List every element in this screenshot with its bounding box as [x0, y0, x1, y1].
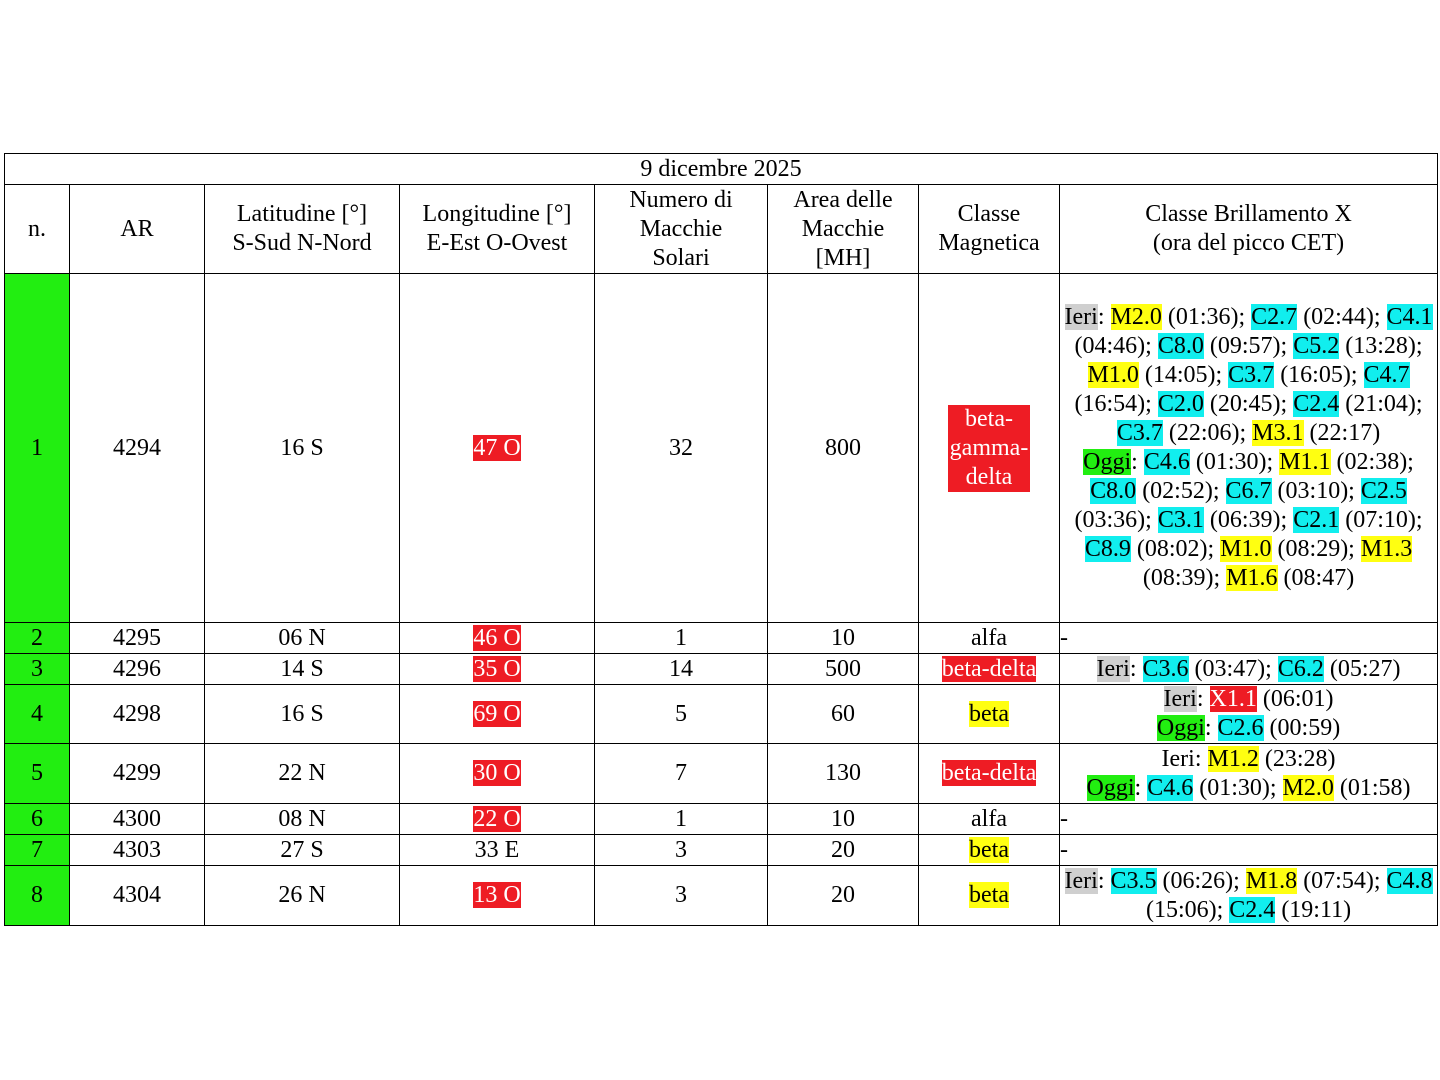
table-row: [5, 744, 1438, 804]
header-magnetic-class: [919, 185, 1060, 274]
flare-text: (03:10);: [1271, 478, 1361, 504]
flare-text: (16:54);: [1074, 391, 1158, 417]
active-region-id: 4303: [70, 835, 205, 866]
latitude: 08 N: [205, 804, 400, 835]
flare-tag: C2.5: [1360, 478, 1407, 504]
header-spot-area: [768, 185, 919, 274]
flare-tag: C8.0: [1090, 478, 1137, 504]
flare-text: (23:28): [1258, 745, 1336, 772]
header-spot-area-label: Area delle Macchie [MH]: [793, 186, 893, 271]
flare-list: [1060, 866, 1438, 926]
flare-text: (07:54);: [1297, 867, 1387, 894]
spot-count: 14: [595, 654, 768, 685]
active-region-id: 4304: [70, 866, 205, 926]
longitude: 22 O: [473, 805, 521, 832]
flare-tag: M1.0: [1220, 536, 1272, 562]
flare-tag: M2.0: [1110, 304, 1162, 330]
spot-area: 130: [768, 744, 919, 804]
longitude-cell: [400, 654, 595, 685]
header-magnetic-class-label: Classe Magnetica: [938, 201, 1040, 256]
region-number: 2: [5, 623, 70, 654]
flare-text: (08:39);: [1142, 565, 1227, 591]
latitude: 26 N: [205, 866, 400, 926]
spot-count: 5: [595, 685, 768, 744]
latitude: 06 N: [205, 623, 400, 654]
flare-tag: C4.7: [1363, 362, 1410, 388]
latitude: 16 S: [205, 685, 400, 744]
flare-tag: Ieri: [1096, 655, 1130, 682]
region-number: 1: [5, 274, 70, 623]
flare-text: (02:38);: [1330, 449, 1414, 475]
magnetic-class: beta: [969, 836, 1009, 863]
title-row: [5, 154, 1438, 185]
flare-text: :: [1097, 304, 1111, 330]
active-region-id: 4294: [70, 274, 205, 623]
flare-tag: M1.6: [1226, 565, 1278, 591]
header-ar: [70, 185, 205, 274]
header-ar-label: AR: [120, 215, 154, 242]
flare-tag: C3.7: [1228, 362, 1275, 388]
flare-text: Ieri: [1161, 745, 1195, 772]
flare-text: (20:45);: [1203, 391, 1294, 417]
flare-tag: M3.1: [1252, 420, 1304, 446]
flare-text: -: [1060, 805, 1068, 832]
flare-text: (13:28);: [1339, 333, 1423, 359]
flare-text: (08:29);: [1271, 536, 1361, 562]
magnetic-class-cell: [919, 274, 1060, 623]
flare-text: :: [1129, 655, 1143, 682]
region-number: 5: [5, 744, 70, 804]
magnetic-class: alfa: [971, 624, 1007, 651]
active-region-id: 4300: [70, 804, 205, 835]
magnetic-class-cell: [919, 654, 1060, 685]
longitude: 30 O: [473, 760, 521, 786]
longitude-cell: [400, 685, 595, 744]
longitude: 13 O: [473, 882, 521, 908]
flare-text: (15:06);: [1145, 896, 1230, 923]
magnetic-class-cell: [919, 744, 1060, 804]
flare-list: [1060, 654, 1438, 685]
flare-text: (22:06);: [1162, 420, 1253, 446]
header-latitude-label: Latitudine [°] S-Sud N-Nord: [232, 201, 372, 256]
flare-text: (03:36);: [1074, 507, 1158, 533]
flare-tag: Oggi: [1086, 774, 1135, 801]
flare-text: (22:17): [1303, 420, 1381, 446]
flare-tag: C2.6: [1217, 715, 1264, 741]
spot-area: 10: [768, 623, 919, 654]
flare-tag: C4.6: [1147, 774, 1194, 801]
flare-tag: C8.9: [1084, 536, 1131, 562]
flare-text: (21:04);: [1339, 391, 1423, 417]
flare-text: (14:05);: [1138, 362, 1229, 388]
flare-tag: Ieri: [1064, 304, 1098, 330]
flare-tag: C4.6: [1143, 449, 1190, 475]
flare-tag: C2.1: [1293, 507, 1340, 533]
flare-text: (05:27): [1323, 655, 1401, 682]
spot-area: 500: [768, 654, 919, 685]
magnetic-class-cell: [919, 804, 1060, 835]
flare-list: [1060, 274, 1438, 623]
flare-tag: M1.1: [1279, 449, 1331, 475]
active-region-id: 4299: [70, 744, 205, 804]
flare-text: (06:39);: [1203, 507, 1294, 533]
flare-tag: C2.4: [1229, 896, 1276, 923]
flare-text: :: [1097, 867, 1111, 894]
flare-list: [1060, 623, 1438, 654]
flare-text: (00:59): [1263, 715, 1341, 741]
spot-area: 20: [768, 835, 919, 866]
header-longitude: [400, 185, 595, 274]
magnetic-class: beta-delta: [941, 655, 1037, 682]
longitude: 46 O: [473, 624, 521, 651]
spot-count: 1: [595, 804, 768, 835]
magnetic-class: beta: [969, 700, 1009, 727]
flare-text: -: [1060, 624, 1068, 651]
flare-text: (01:36);: [1161, 304, 1252, 330]
flare-tag: C4.1: [1386, 304, 1433, 330]
latitude: 22 N: [205, 744, 400, 804]
flare-text: (01:58): [1333, 774, 1411, 801]
spot-area: 20: [768, 866, 919, 926]
flare-text: :: [1134, 774, 1148, 801]
spot-area: 60: [768, 685, 919, 744]
region-number: 3: [5, 654, 70, 685]
latitude: 16 S: [205, 274, 400, 623]
region-number: 4: [5, 685, 70, 744]
flare-list: [1060, 835, 1438, 866]
flare-text: (06:26);: [1156, 867, 1246, 894]
flare-text: (07:10);: [1339, 507, 1423, 533]
spot-area: 10: [768, 804, 919, 835]
flare-text: (03:47);: [1188, 655, 1278, 682]
table-row: [5, 835, 1438, 866]
longitude: 35 O: [473, 655, 521, 682]
flare-text: :: [1204, 715, 1218, 741]
flare-list: [1060, 685, 1438, 744]
flare-text: (01:30);: [1193, 774, 1283, 801]
latitude: 14 S: [205, 654, 400, 685]
flare-text: (08:02);: [1130, 536, 1221, 562]
flare-tag: Ieri: [1163, 686, 1197, 712]
header-flare-class-label: Classe Brillamento X (ora del picco CET): [1145, 201, 1352, 256]
flare-text: (09:57);: [1203, 333, 1294, 359]
flare-text: (06:01): [1256, 686, 1334, 712]
flare-text: (16:05);: [1274, 362, 1364, 388]
longitude: 47 O: [473, 434, 521, 461]
flare-tag: C3.5: [1110, 867, 1157, 894]
longitude-cell: [400, 866, 595, 926]
flare-text: -: [1060, 836, 1068, 863]
flare-text: :: [1131, 449, 1144, 475]
magnetic-class: beta-delta: [941, 760, 1037, 786]
active-regions-table: [4, 153, 1438, 926]
flare-text: (02:44);: [1297, 304, 1387, 330]
flare-tag: C3.6: [1142, 655, 1189, 682]
table-row: [5, 804, 1438, 835]
flare-tag: C2.7: [1251, 304, 1298, 330]
flare-tag: M1.0: [1087, 362, 1139, 388]
spot-count: 3: [595, 835, 768, 866]
flare-list: [1060, 804, 1438, 835]
longitude-cell: [400, 804, 595, 835]
magnetic-class-cell: [919, 685, 1060, 744]
header-flare-class: [1060, 185, 1438, 274]
magnetic-class-cell: [919, 866, 1060, 926]
flare-tag: C5.2: [1293, 333, 1340, 359]
spot-area: 800: [768, 274, 919, 623]
region-number: 7: [5, 835, 70, 866]
flare-tag: X1.1: [1209, 686, 1257, 712]
table-row: [5, 685, 1438, 744]
flare-tag: M2.0: [1282, 774, 1334, 801]
flare-text: (19:11): [1275, 896, 1352, 923]
table-title: 9 dicembre 2025: [5, 154, 1438, 185]
flare-text: (02:52);: [1136, 478, 1226, 504]
flare-tag: C3.1: [1157, 507, 1204, 533]
spot-count: 7: [595, 744, 768, 804]
flare-list: [1060, 744, 1438, 804]
flare-tag: C8.0: [1157, 333, 1204, 359]
flare-tag: C3.7: [1116, 420, 1163, 446]
region-number: 8: [5, 866, 70, 926]
magnetic-class: beta-gamma-delta: [949, 405, 1029, 490]
spot-count: 1: [595, 623, 768, 654]
flare-tag: M1.3: [1360, 536, 1413, 562]
flare-tag: C4.8: [1386, 867, 1433, 894]
magnetic-class: beta: [969, 882, 1009, 908]
flare-tag: M1.8: [1245, 867, 1298, 894]
flare-tag: Oggi: [1156, 715, 1205, 741]
table-row: [5, 274, 1438, 623]
magnetic-class: alfa: [971, 805, 1007, 832]
header-latitude: [205, 185, 400, 274]
flare-tag: C6.2: [1277, 655, 1324, 682]
header-n-label: n.: [28, 215, 46, 242]
header-longitude-label: Longitudine [°] E-Est O-Ovest: [422, 201, 572, 256]
longitude-cell: [400, 835, 595, 866]
flare-text: (04:46);: [1074, 333, 1158, 359]
flare-tag: Ieri: [1064, 867, 1098, 894]
table-row: [5, 654, 1438, 685]
longitude-cell: [400, 623, 595, 654]
table-row: [5, 866, 1438, 926]
longitude: 33 E: [474, 836, 520, 863]
spot-count: 32: [595, 274, 768, 623]
latitude: 27 S: [205, 835, 400, 866]
flare-text: (01:30);: [1189, 449, 1280, 475]
longitude-cell: [400, 274, 595, 623]
table-row: [5, 623, 1438, 654]
flare-text: :: [1196, 686, 1210, 712]
active-region-id: 4298: [70, 685, 205, 744]
spot-count: 3: [595, 866, 768, 926]
longitude-cell: [400, 744, 595, 804]
flare-tag: C2.4: [1293, 391, 1340, 417]
flare-text: (08:47): [1277, 565, 1355, 591]
region-number: 6: [5, 804, 70, 835]
active-region-id: 4296: [70, 654, 205, 685]
header-spot-count-label: Numero di Macchie Solari: [629, 186, 733, 271]
flare-tag: C2.0: [1157, 391, 1204, 417]
header-row: [5, 185, 1438, 274]
longitude: 69 O: [473, 700, 521, 727]
flare-tag: Oggi: [1083, 449, 1132, 475]
header-n: [5, 185, 70, 274]
header-spot-count: [595, 185, 768, 274]
flare-tag: C6.7: [1225, 478, 1272, 504]
flare-text: :: [1194, 745, 1208, 772]
magnetic-class-cell: [919, 835, 1060, 866]
active-region-id: 4295: [70, 623, 205, 654]
magnetic-class-cell: [919, 623, 1060, 654]
flare-tag: M1.2: [1207, 745, 1259, 772]
